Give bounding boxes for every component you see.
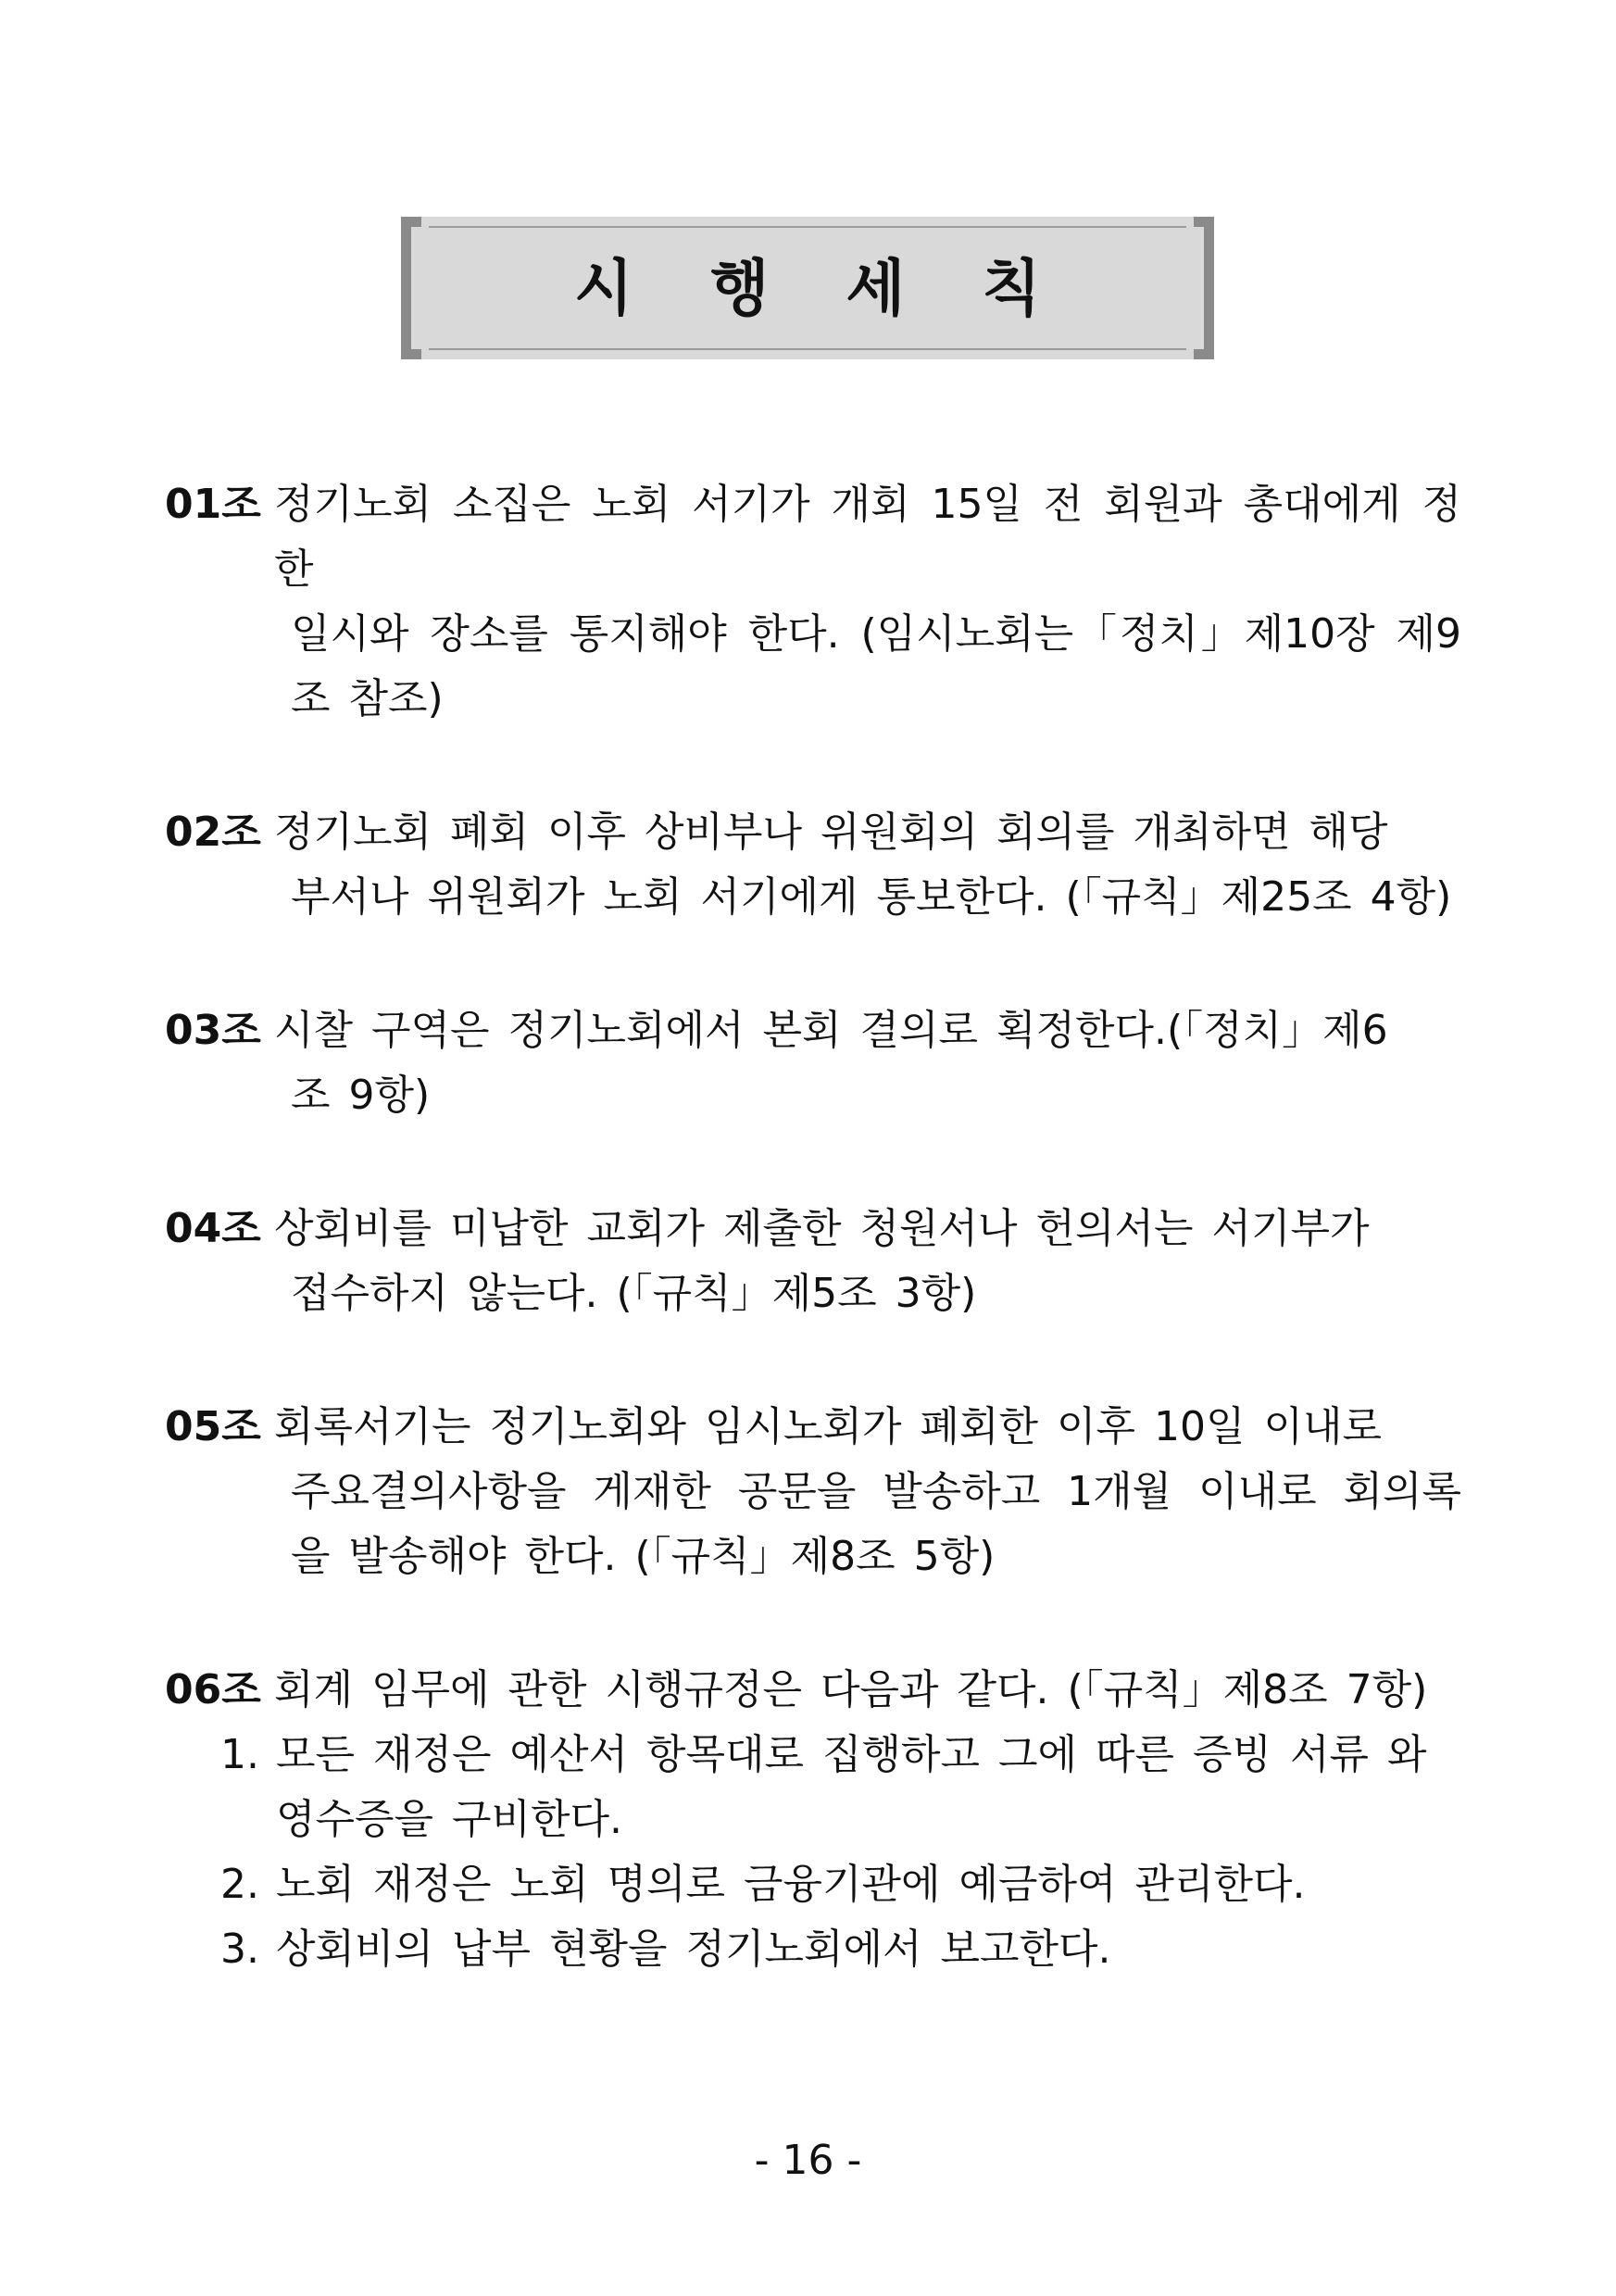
article-02 bbox=[165, 800, 1461, 930]
article-text: 회계 임무에 관한 시행규정은 다음과 같다. (「규칙」제8조 7항) bbox=[274, 1666, 1428, 1713]
item-number: 1. bbox=[220, 1731, 259, 1778]
article-number: 05조 bbox=[165, 1403, 261, 1450]
article-03 bbox=[165, 998, 1461, 1128]
article-number: 02조 bbox=[165, 809, 261, 856]
articles-list bbox=[165, 472, 1461, 1982]
page-number: - 16 - bbox=[754, 2137, 862, 2184]
title-box bbox=[401, 217, 1214, 359]
article-01 bbox=[165, 472, 1461, 732]
article-04 bbox=[165, 1197, 1461, 1326]
article-text: 상회비를 미납한 교회가 제출한 청원서나 헌의서는 서기부가 접수하지 않는다. (「규칙」제5조 3항) bbox=[274, 1205, 1370, 1317]
list-item bbox=[220, 1917, 1461, 1982]
title-top-rule bbox=[429, 226, 1186, 228]
article-number: 01조 bbox=[165, 481, 261, 528]
title-bottom-rule bbox=[429, 348, 1186, 350]
article-text: 회록서기는 정기노회와 임시노회가 폐회한 이후 10일 이내로 주요결의사항을 게재한 공문을 발송하고 1개월 이내로 회의록 을 발송해야 한다. (「규칙」제8조 5항) bbox=[274, 1403, 1461, 1580]
list-item bbox=[220, 1852, 1461, 1917]
sub-item-list bbox=[220, 1723, 1461, 1982]
article-text: 정기노회 소집은 노회 서기가 개회 15일 전 회원과 총대에게 정한 일시와 장소를 통지해야 한다. (임시노회는「정치」제10장 제9 조 참조) bbox=[274, 481, 1461, 722]
article-text: 정기노회 폐회 이후 상비부나 위원회의 회의를 개최하면 해당 부서나 위원회가 노회 서기에게 통보한다. (「규칙」제25조 4항) bbox=[274, 809, 1452, 921]
item-number: 3. bbox=[220, 1926, 259, 1973]
article-number: 04조 bbox=[165, 1205, 261, 1252]
article-05 bbox=[165, 1395, 1461, 1589]
item-text: 모든 재정은 예산서 항목대로 집행하고 그에 따른 증빙 서류 와 영수증을 구비한다. bbox=[276, 1731, 1427, 1843]
title-bracket-tick bbox=[1194, 349, 1214, 359]
article-number: 06조 bbox=[165, 1666, 261, 1713]
title-bracket-tick bbox=[1194, 217, 1214, 227]
page-title: 시 행 세 칙 bbox=[574, 253, 1069, 324]
title-bracket-tick bbox=[401, 217, 421, 227]
article-number: 03조 bbox=[165, 1007, 261, 1054]
item-text: 노회 재정은 노회 명의로 금융기관에 예금하여 관리한다. bbox=[276, 1861, 1306, 1908]
title-bracket-tick bbox=[401, 349, 421, 359]
item-number: 2. bbox=[220, 1861, 259, 1908]
article-06 bbox=[165, 1658, 1461, 1982]
list-item bbox=[220, 1723, 1461, 1852]
article-text: 시찰 구역은 정기노회에서 본회 결의로 획정한다.(「정치」제6 조 9항) bbox=[274, 1007, 1388, 1119]
item-text: 상회비의 납부 현황을 정기노회에서 보고한다. bbox=[276, 1926, 1111, 1973]
